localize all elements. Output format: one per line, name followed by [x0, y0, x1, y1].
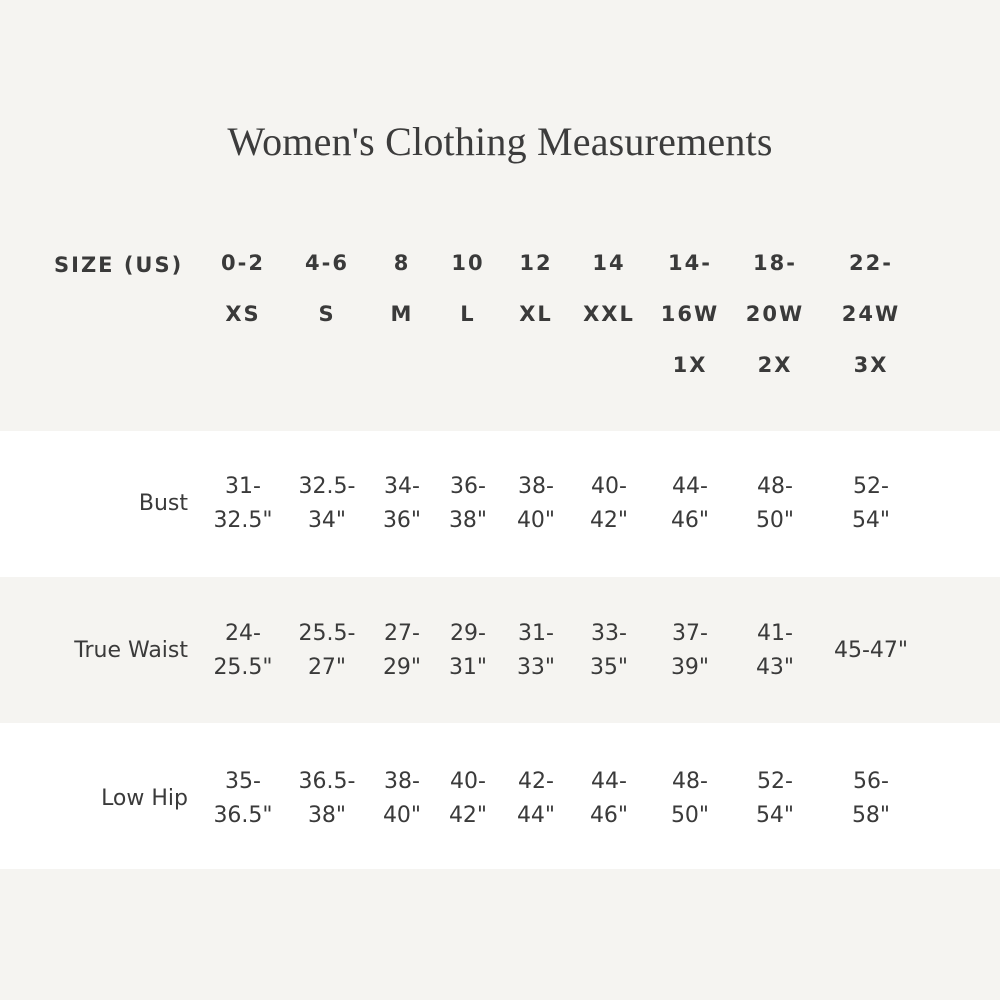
- size-column-line: 0-2: [221, 251, 265, 275]
- measurement-value: 32.5-: [298, 474, 356, 499]
- measurement-value: 40": [516, 508, 556, 533]
- measurement-value: 27": [307, 655, 347, 680]
- measurement-value: 31-: [518, 621, 554, 646]
- size-column-header: [496, 238, 576, 340]
- measurement-value: 48-: [672, 769, 708, 794]
- measurement-value: 44-: [591, 769, 627, 794]
- measurement-value: 54": [851, 508, 891, 533]
- measurement-value: 46": [589, 803, 629, 828]
- measurement-cell: [826, 634, 916, 668]
- measurement-cell: [826, 470, 916, 538]
- measurement-cell: [198, 470, 288, 538]
- row-label: True Waist: [74, 638, 188, 663]
- measurement-value: 27-: [384, 621, 420, 646]
- size-column-line: XS: [225, 302, 261, 326]
- measurement-value: 40-: [450, 769, 486, 794]
- measurement-value: 40-: [591, 474, 627, 499]
- row-label: Bust: [138, 491, 188, 516]
- size-column-header: [735, 238, 815, 391]
- measurement-value: 45-47": [833, 638, 909, 663]
- size-column-line: L: [460, 302, 476, 326]
- measurement-value: 44-: [672, 474, 708, 499]
- size-column-line: 16W: [660, 302, 720, 326]
- measurement-value: 58": [851, 803, 891, 828]
- size-column-header: [650, 238, 730, 391]
- size-column-line: 2X: [757, 353, 793, 377]
- size-column-line: 3X: [853, 353, 889, 377]
- measurement-value: 24-: [225, 621, 261, 646]
- measurement-value: 52-: [757, 769, 793, 794]
- size-column-line: XXL: [583, 302, 635, 326]
- measurement-value: 38": [448, 508, 488, 533]
- measurement-cell: [198, 617, 288, 685]
- measurement-value: 38-: [518, 474, 554, 499]
- size-column-line: 22-: [849, 251, 893, 275]
- measurement-value: 33": [516, 655, 556, 680]
- measurement-value: 41-: [757, 621, 793, 646]
- measurement-value: 31-: [225, 474, 261, 499]
- size-column-line: 1X: [672, 353, 708, 377]
- measurement-value: 32.5": [213, 508, 273, 533]
- measurement-cell: [730, 765, 820, 833]
- size-column-header: [831, 238, 911, 391]
- measurement-value: 36.5-: [298, 769, 356, 794]
- measurement-cell: [826, 765, 916, 833]
- measurement-value: 37-: [672, 621, 708, 646]
- measurement-value: 40": [382, 803, 422, 828]
- measurement-value: 34-: [384, 474, 420, 499]
- size-column-line: 12: [519, 251, 553, 275]
- size-column-header: [569, 238, 649, 340]
- measurement-value: 29": [382, 655, 422, 680]
- measurement-value: 38-: [384, 769, 420, 794]
- measurement-value: 35": [589, 655, 629, 680]
- measurement-value: 42": [589, 508, 629, 533]
- size-column-line: XL: [519, 302, 553, 326]
- measurement-value: 39": [670, 655, 710, 680]
- measurement-value: 38": [307, 803, 347, 828]
- measurement-value: 42-: [518, 769, 554, 794]
- measurement-value: 25.5-: [298, 621, 356, 646]
- size-column-line: 24W: [841, 302, 901, 326]
- measurement-value: 29-: [450, 621, 486, 646]
- measurement-cell: [730, 617, 820, 685]
- measurement-value: 48-: [757, 474, 793, 499]
- size-column-line: 14: [592, 251, 626, 275]
- size-column-header: [203, 238, 283, 340]
- measurement-cell: [730, 470, 820, 538]
- size-column-line: S: [318, 302, 336, 326]
- measurement-value: 35-: [225, 769, 261, 794]
- measurement-cell: [198, 765, 288, 833]
- measurement-value: 44": [516, 803, 556, 828]
- measurement-cell: [645, 765, 735, 833]
- measurement-value: 33-: [591, 621, 627, 646]
- size-column-line: 20W: [745, 302, 805, 326]
- measurement-value: 36.5": [213, 803, 273, 828]
- measurement-value: 46": [670, 508, 710, 533]
- size-column-line: 4-6: [305, 251, 349, 275]
- measurement-value: 56-: [853, 769, 889, 794]
- measurement-cell: [564, 617, 654, 685]
- measurement-value: 54": [755, 803, 795, 828]
- measurement-value: 52-: [853, 474, 889, 499]
- size-header-label: SIZE (US): [54, 253, 184, 277]
- measurement-cell: [645, 470, 735, 538]
- measurement-value: 34": [307, 508, 347, 533]
- measurement-cell: [564, 765, 654, 833]
- row-label: Low Hip: [101, 786, 188, 811]
- measurement-value: 50": [670, 803, 710, 828]
- size-column-line: 8: [393, 251, 411, 275]
- measurement-value: 31": [448, 655, 488, 680]
- page-title: Women's Clothing Measurements: [227, 119, 773, 164]
- measurement-cell: [564, 470, 654, 538]
- size-column-line: 10: [451, 251, 485, 275]
- size-column-line: M: [390, 302, 414, 326]
- measurement-value: 42": [448, 803, 488, 828]
- measurement-value: 50": [755, 508, 795, 533]
- size-column-line: 14-: [668, 251, 712, 275]
- measurement-value: 25.5": [213, 655, 273, 680]
- size-column-line: 18-: [753, 251, 797, 275]
- measurement-value: 43": [755, 655, 795, 680]
- measurement-value: 36-: [450, 474, 486, 499]
- measurement-cell: [645, 617, 735, 685]
- measurement-value: 36": [382, 508, 422, 533]
- size-column-header: [287, 238, 367, 340]
